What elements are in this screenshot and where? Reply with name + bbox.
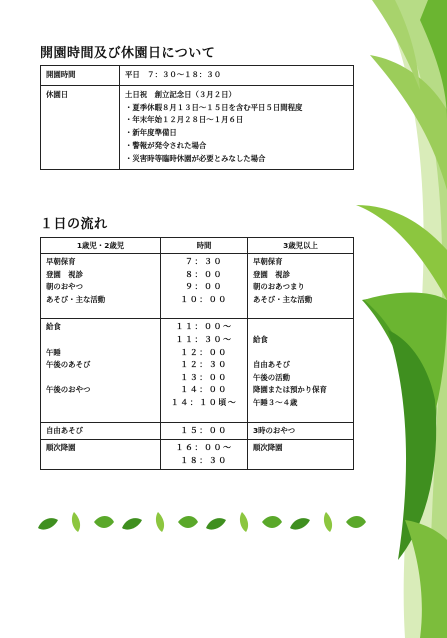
opening-hours-heading: 開園時間及び休園日について	[40, 46, 216, 61]
activity-entry: 午後の活動	[253, 372, 290, 382]
leaf-border-decoration	[36, 510, 376, 534]
time-entry: ９：００	[185, 282, 223, 292]
holiday-line: 土日祝 創立記念日（３月２日）	[125, 89, 236, 99]
cell-spacer	[253, 306, 348, 316]
activity-entry: 午後のあそび	[46, 360, 91, 370]
holiday-line: ・新年度準備日	[125, 128, 177, 138]
time-cell	[161, 319, 248, 422]
daily-flow-table	[40, 237, 354, 470]
activity-entry	[253, 321, 348, 334]
time-entry: １８：３０	[180, 455, 228, 465]
activity-entry: 朝のおあつまり	[253, 282, 305, 292]
table-row	[41, 422, 354, 440]
leaf-icon	[206, 518, 226, 530]
column-header-older: 3歳児以上	[248, 238, 354, 254]
column-header-younger: 1歳児・2歳児	[41, 238, 161, 254]
holiday-line: ・年末年始１２月２８日～１月６日	[125, 115, 244, 125]
activity-entry: あそび・主な活動	[46, 294, 106, 304]
holiday-line: ・警報が発令された場合	[125, 140, 207, 150]
table-row	[41, 440, 354, 470]
time-entry: １１：００～	[175, 322, 233, 332]
activity-entry: 給食	[46, 322, 61, 332]
time-entry: １１：３０～	[175, 334, 233, 344]
activity-entry	[46, 397, 155, 410]
table-row	[41, 66, 354, 86]
activity-entry: 給食	[253, 334, 268, 344]
activity-entry	[253, 455, 348, 468]
activity-entry: 午後のおやつ	[46, 385, 91, 395]
time-entry: １４：１０頃～	[170, 397, 238, 407]
leaf-icon	[38, 518, 58, 530]
activity-entry: 登園 視診	[253, 269, 290, 279]
time-cell	[161, 422, 248, 440]
holiday-label: 休園日	[41, 85, 120, 169]
activity-entry	[46, 372, 155, 385]
time-entry: １２：００	[180, 347, 228, 357]
activity-entry: 早朝保育	[253, 257, 283, 266]
leaf-icon	[94, 516, 114, 528]
activity-entry: 早朝保育	[46, 257, 76, 266]
hours-line: 平日 ７：３０～１８：３０	[125, 70, 222, 79]
table-row	[41, 254, 354, 319]
activity-entry: 3時のおやつ	[253, 425, 296, 435]
leaf-icon	[72, 512, 80, 532]
time-entry: １５：００	[180, 425, 228, 435]
leaf-icon	[178, 516, 198, 528]
holiday-line: ・夏季休暇８月１３日～１５日を含む平日５日間程度	[125, 102, 303, 112]
activity-entry: 登園 視診	[46, 269, 83, 279]
activity-entry: 自由あそび	[46, 425, 83, 435]
cell-spacer	[253, 410, 348, 420]
daily-flow-heading: １日の流れ	[40, 217, 108, 232]
activity-entry	[253, 347, 348, 360]
time-entry: ７：３０	[185, 257, 223, 266]
activity-entry: 午睡３～４歳	[253, 397, 298, 407]
older-activities-cell	[248, 440, 354, 470]
holiday-line: ・災害時等臨時休園が必要とみなした場合	[125, 153, 266, 163]
activity-entry: 朝のおやつ	[46, 282, 83, 292]
cell-spacer	[166, 410, 242, 420]
leaf-icon	[346, 516, 366, 528]
table-row	[41, 85, 354, 169]
table-header-row	[41, 238, 354, 254]
activity-entry	[46, 455, 155, 468]
younger-activities-cell	[41, 319, 161, 422]
time-entry: ８：００	[185, 269, 223, 279]
hours-label: 開園時間	[41, 66, 120, 86]
opening-hours-table	[40, 65, 354, 170]
activity-entry: あそび・主な活動	[253, 294, 313, 304]
activity-entry: 順次降園	[253, 443, 283, 453]
holiday-value	[120, 85, 354, 169]
younger-activities-cell	[41, 254, 161, 319]
leaf-icon	[290, 518, 310, 530]
leaf-icon	[122, 518, 142, 530]
younger-activities-cell	[41, 440, 161, 470]
time-cell	[161, 254, 248, 319]
table-row	[41, 319, 354, 422]
column-header-time: 時間	[161, 238, 248, 254]
older-activities-cell	[248, 319, 354, 422]
time-cell	[161, 440, 248, 470]
cell-spacer	[46, 306, 155, 316]
activity-entry: 午睡	[46, 347, 61, 357]
activity-entry: 自由あそび	[253, 360, 290, 370]
time-entry: １６：００～	[175, 443, 233, 453]
activity-entry: 降園または預かり保育	[253, 385, 327, 395]
activity-entry	[46, 334, 155, 347]
time-entry: １２：３０	[180, 360, 228, 370]
leaf-icon	[324, 512, 332, 532]
time-entry: １４：００	[180, 385, 228, 395]
time-entry: １３：００	[180, 372, 228, 382]
older-activities-cell	[248, 254, 354, 319]
leaf-icon	[156, 512, 164, 532]
cell-spacer	[46, 410, 155, 420]
younger-activities-cell	[41, 422, 161, 440]
leaf-icon	[262, 516, 282, 528]
older-activities-cell	[248, 422, 354, 440]
leaf-icon	[240, 512, 248, 532]
hours-value	[120, 66, 354, 86]
activity-entry: 順次降園	[46, 443, 76, 453]
cell-spacer	[166, 306, 242, 316]
time-entry: １０：００	[180, 294, 228, 304]
